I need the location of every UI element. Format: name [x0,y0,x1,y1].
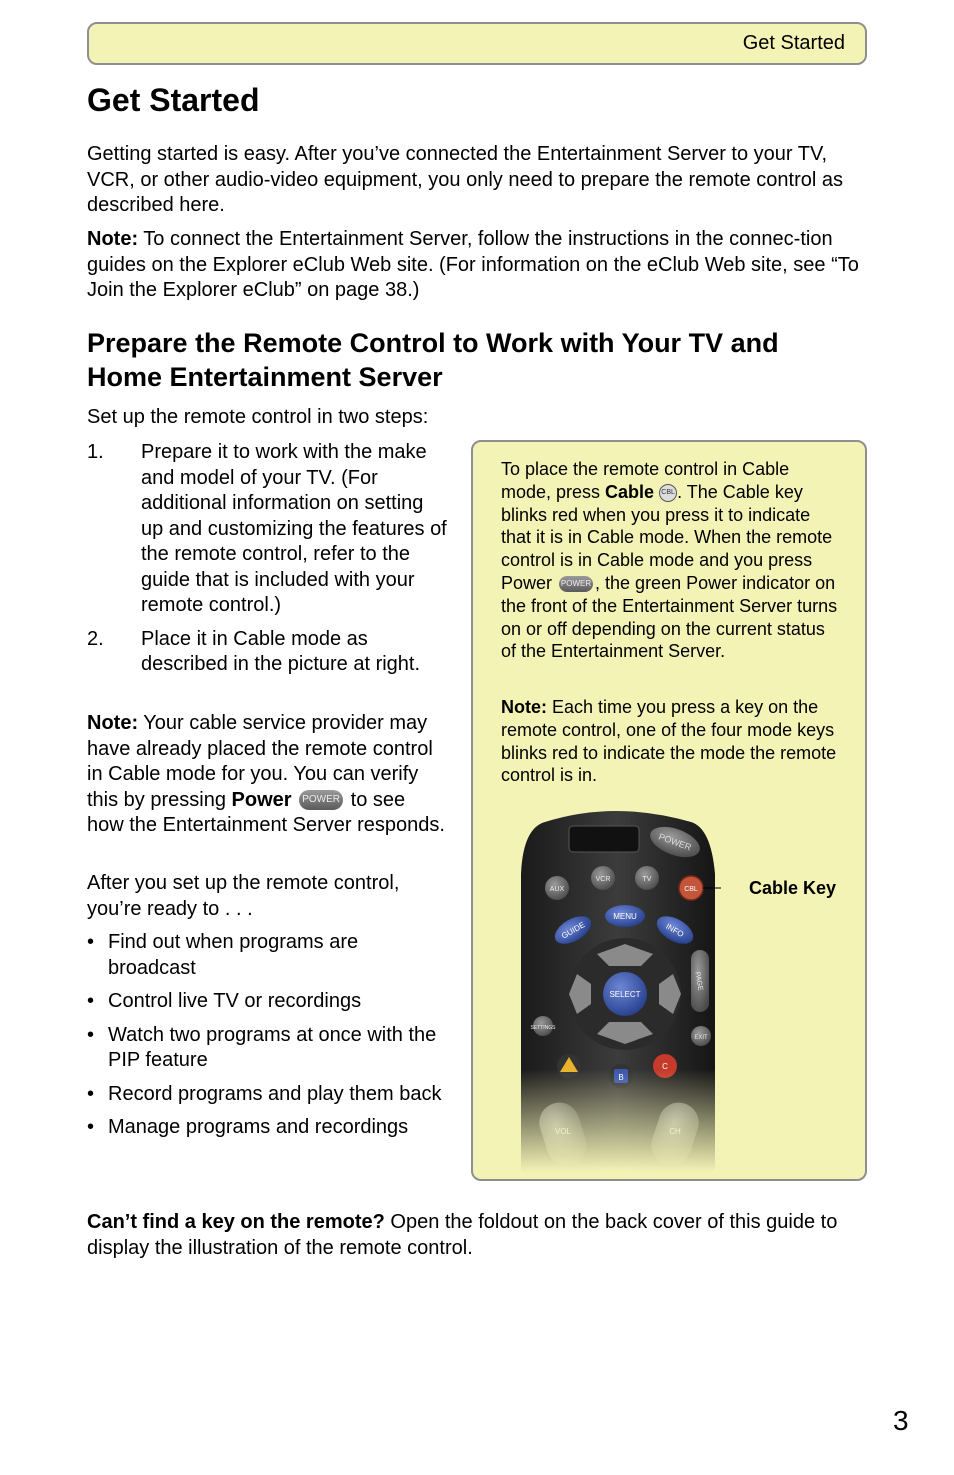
cant-find-label: Can’t find a key on the remote? [87,1211,385,1233]
cable-mode-note [87,711,447,839]
list-item: • Record programs and play them back [87,1082,442,1105]
intro-paragraph: Getting started is easy. After you’ve connected the Entertainment Server to your TV, VCR, or other audio-video equipment, you only need to prepare the remote control as described here. [87,143,843,216]
power-key-icon: POWER [299,790,343,810]
cable-mode-callout [471,440,867,1181]
note-label: Note: [501,697,547,717]
connection-note [87,227,862,304]
running-header [87,22,867,65]
step-number: 1. [87,441,104,463]
step-text: Place it in Cable mode as described in the picture at right. [141,627,421,675]
cant-find-key-note: Can’t find a key on the remote? Open the foldout on the back cover of this guide to display the illustration of the remote control. [87,1211,838,1259]
setup-intro: Set up the remote control in two steps: [87,406,429,428]
section-title: Prepare the Remote Control to Work with Your TV and Home Entertainment Server [87,328,779,392]
note-text: to see how the Entertainment Server responds. [87,788,445,836]
power-key-icon: POWER [559,576,593,592]
step-text: Prepare it to work with the make and model of your TV. (For additional information on setting up and customizing the features of the remote control, refer to the guide that is included with your remote control.) [141,441,447,616]
after-setup-text: After you set up the remote control, you’re ready to . . . [87,872,400,920]
callout-instructions: To place the remote control in Cable mode, press Cable CBL . The Cable key blinks red when you press it to indicate that it is in Cable mode. When the remote control is in Cable mode and you press Power POWER , the green Power indicator on the front of the Entertainment Server turns on or off depending on the current status of the Entertainment Server. [501,459,838,662]
power-label: Power [231,788,292,811]
step-number: 2. [87,627,104,650]
callout-note: Note: Each time you press a key on the remote control, one of the four mode keys blinks red to indicate the mode the remote control is in. [501,697,837,786]
running-header-label: Get Started [742,32,845,54]
setup-steps [87,440,447,686]
note-label: Note: [87,712,139,734]
list-item: • Find out when programs are broadcast [87,931,359,979]
cbl-key-icon: CBL [659,484,677,502]
cable-key-label: Cable Key [749,878,837,898]
list-item: • Control live TV or recordings [87,990,362,1012]
step-item [87,440,447,619]
feature-list [87,930,447,1149]
note-text: To connect the Entertainment Server, follow the instructions in the connec-tion guides on the Explorer eClub Web site. (For information on the eClub Web site, see “To Join the Explorer eClub” on page 38.) [87,228,859,301]
page-number: 3 [893,1405,909,1436]
note-label: Note: [87,228,139,250]
cable-label: Cable [605,481,655,502]
remote-control-illustration [515,804,721,1172]
list-item: • Watch two programs at once with the PIP feature [87,1023,437,1071]
page-title: Get Started [87,82,260,118]
note-text: Your cable service provider may have already placed the remote control in Cable mode for you. You can verify this by pressing [87,712,433,811]
list-item: • Manage programs and recordings [87,1116,409,1138]
step-item [87,627,447,678]
